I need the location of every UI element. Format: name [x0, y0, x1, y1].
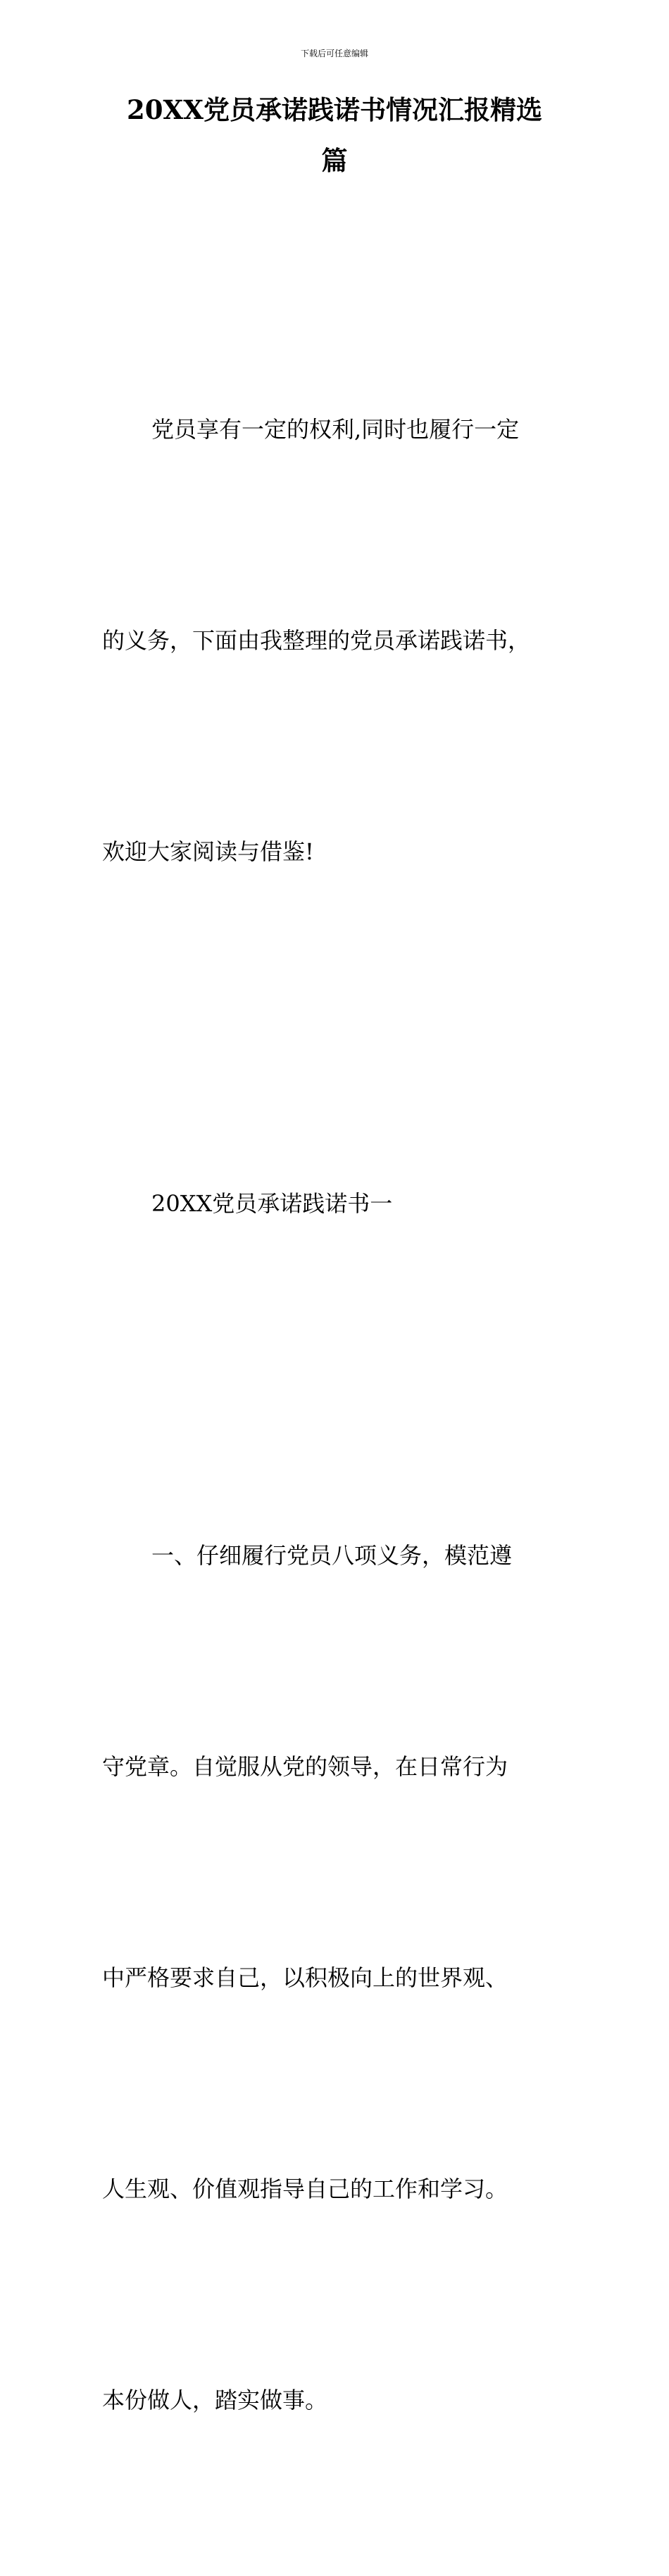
section-heading: 20XX党员承诺践诺书一 — [151, 1190, 393, 1217]
item-1-line-4: 人生观、价值观指导自己的工作和学习。 — [102, 2176, 508, 2202]
title-line-1: 20XX党员承诺践诺书情况汇报精选 — [127, 94, 542, 125]
intro-line-1: 党员享有一定的权利,同时也履行一定 — [151, 416, 520, 443]
header-note: 下载后可任意编辑 — [300, 49, 368, 58]
document-body — [102, 253, 567, 2576]
document-title — [106, 84, 563, 186]
item-1-line-2: 守党章。自觉服从党的领导，在日常行为 — [102, 1753, 508, 1780]
title-line-2: 篇 — [321, 145, 348, 176]
intro-line-3: 欢迎大家阅读与借鉴! — [102, 838, 314, 865]
section-heading-paragraph — [102, 1028, 567, 1379]
item-1-line-5: 本份做人，踏实做事。 — [102, 2387, 328, 2413]
item-1-line-1: 一、仔细履行党员八项义务，模范遵 — [151, 1542, 513, 1569]
item-1-paragraph — [102, 1379, 567, 2576]
intro-line-2: 的义务，下面由我整理的党员承诺践诺书， — [102, 627, 531, 654]
item-1-line-3: 中严格要求自己，以积极向上的世界观、 — [102, 1964, 508, 1991]
intro-paragraph — [102, 253, 567, 1028]
